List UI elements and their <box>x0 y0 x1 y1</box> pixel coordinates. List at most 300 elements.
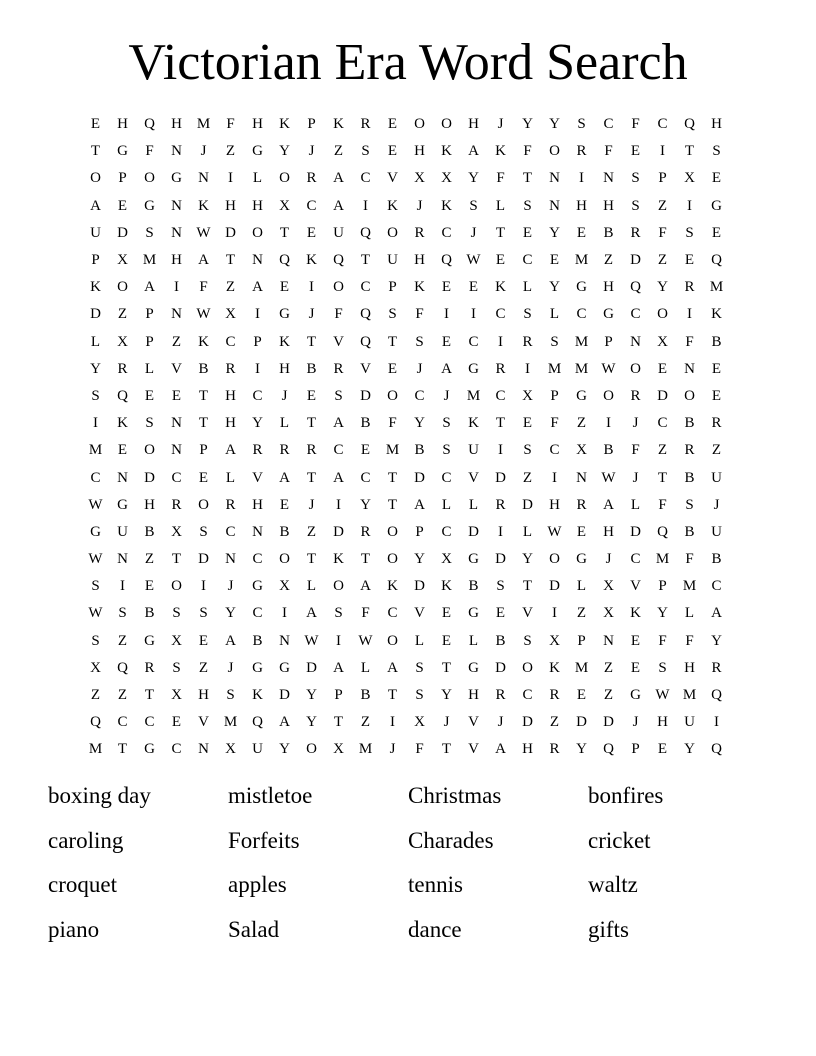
grid-letter: F <box>685 632 694 649</box>
grid-letter: I <box>336 632 341 649</box>
grid-letter: Z <box>657 197 668 214</box>
grid-letter: N <box>603 170 614 187</box>
grid-letter: C <box>225 333 236 350</box>
grid-letter: N <box>171 197 182 214</box>
grid-row <box>82 492 730 519</box>
grid-letter: Y <box>90 360 101 377</box>
word-list-item: croquet <box>48 872 117 897</box>
grid-letter: K <box>252 687 263 704</box>
grid-letter: O <box>171 578 182 595</box>
grid-letter: C <box>117 714 128 731</box>
grid-letter: C <box>495 387 506 404</box>
grid-letter: M <box>574 252 589 269</box>
grid-letter: O <box>387 523 398 540</box>
grid-letter: B <box>684 523 695 540</box>
grid-letter: R <box>171 496 182 513</box>
grid-letter: V <box>333 333 344 350</box>
grid-row <box>82 573 730 600</box>
grid-letter: C <box>576 306 587 323</box>
grid-letter: H <box>225 415 236 432</box>
word-list-item: tennis <box>408 872 463 897</box>
grid-letter: H <box>117 116 128 133</box>
grid-letter: G <box>144 197 155 214</box>
grid-letter: P <box>253 333 262 350</box>
grid-letter: S <box>523 306 532 323</box>
grid-letter: E <box>684 252 695 269</box>
grid-letter: H <box>198 687 209 704</box>
grid-letter: X <box>576 442 587 459</box>
grid-letter: E <box>522 224 533 241</box>
grid-letter: G <box>279 306 290 323</box>
grid-letter: D <box>90 306 101 323</box>
grid-letter: X <box>279 578 290 595</box>
grid-letter: K <box>414 279 425 296</box>
grid-letter: X <box>171 687 182 704</box>
word-list-item: cricket <box>588 827 651 853</box>
grid-letter: H <box>684 659 695 676</box>
grid-letter: I <box>525 360 530 377</box>
word-list-item: apples <box>228 872 287 897</box>
grid-letter: O <box>306 741 317 758</box>
grid-letter: B <box>495 632 506 649</box>
grid-letter: K <box>711 306 722 323</box>
grid-letter: C <box>171 741 182 758</box>
grid-letter: K <box>441 578 452 595</box>
grid-letter: S <box>199 523 208 540</box>
grid-letter: R <box>549 687 560 704</box>
grid-letter: A <box>279 469 290 486</box>
grid-letter: Z <box>603 659 614 676</box>
grid-letter: O <box>603 387 614 404</box>
grid-letter: O <box>387 387 398 404</box>
grid-letter: Q <box>252 714 263 731</box>
grid-letter: X <box>171 632 182 649</box>
grid-letter: E <box>630 659 641 676</box>
grid-letter: A <box>441 360 452 377</box>
grid-letter: S <box>415 333 424 350</box>
grid-letter: O <box>684 387 695 404</box>
grid-letter: I <box>255 306 260 323</box>
grid-letter: V <box>252 469 263 486</box>
grid-letter: Y <box>414 415 425 432</box>
grid-letter: Z <box>306 523 317 540</box>
grid-letter: R <box>495 496 506 513</box>
grid-letter: O <box>198 496 209 513</box>
grid-letter: L <box>684 605 695 622</box>
grid-letter: J <box>605 551 612 568</box>
grid-letter: I <box>309 279 314 296</box>
grid-letter: Y <box>225 605 236 622</box>
grid-letter: Q <box>630 279 641 296</box>
grid-letter: L <box>252 170 263 187</box>
grid-letter: H <box>468 116 479 133</box>
grid-letter: Y <box>549 116 560 133</box>
grid-letter: T <box>306 551 317 568</box>
grid-letter: R <box>495 360 506 377</box>
grid-letter: S <box>442 415 451 432</box>
grid-letter: S <box>685 224 694 241</box>
grid-letter: G <box>252 578 263 595</box>
grid-letter: E <box>711 170 722 187</box>
grid-letter: E <box>576 523 587 540</box>
grid-letter: Y <box>549 224 560 241</box>
grid-letter: C <box>90 469 101 486</box>
grid-letter: F <box>199 279 208 296</box>
grid-letter: W <box>196 306 211 323</box>
grid-letter: T <box>198 387 209 404</box>
grid-letter: F <box>415 741 424 758</box>
grid-letter: F <box>631 116 640 133</box>
grid-letter: R <box>414 224 425 241</box>
grid-letter: R <box>630 387 641 404</box>
grid-letter: F <box>145 143 154 160</box>
grid-letter: F <box>685 333 694 350</box>
grid-row <box>82 356 730 383</box>
grid-letter: J <box>632 714 639 731</box>
grid-letter: M <box>196 116 211 133</box>
grid-letter: H <box>414 143 425 160</box>
grid-letter: L <box>549 306 560 323</box>
grid-letter: Z <box>522 469 533 486</box>
grid-letter: I <box>282 605 287 622</box>
grid-letter: R <box>144 659 155 676</box>
grid-letter: P <box>415 523 424 540</box>
grid-letter: F <box>388 415 397 432</box>
grid-letter: F <box>604 143 613 160</box>
grid-letter: X <box>117 252 128 269</box>
grid-letter: M <box>466 387 481 404</box>
letter-grid <box>82 111 730 764</box>
grid-letter: E <box>171 387 182 404</box>
grid-letter: Y <box>711 632 722 649</box>
grid-letter: I <box>390 714 395 731</box>
grid-letter: C <box>657 116 668 133</box>
grid-letter: T <box>387 333 398 350</box>
grid-letter: Y <box>306 687 317 704</box>
grid-letter: O <box>549 551 560 568</box>
grid-letter: V <box>630 578 641 595</box>
grid-letter: D <box>630 523 641 540</box>
grid-letter: X <box>279 197 290 214</box>
grid-letter: P <box>334 687 343 704</box>
grid-letter: D <box>333 523 344 540</box>
grid-letter: T <box>306 333 317 350</box>
grid-letter: O <box>387 551 398 568</box>
grid-letter: Q <box>360 306 371 323</box>
grid-letter: T <box>657 469 668 486</box>
grid-letter: E <box>576 224 587 241</box>
grid-letter: W <box>196 224 211 241</box>
grid-letter: N <box>279 632 290 649</box>
grid-letter: E <box>549 252 560 269</box>
grid-letter: E <box>387 116 398 133</box>
grid-letter: Q <box>144 116 155 133</box>
grid-letter: C <box>171 469 182 486</box>
grid-letter: B <box>144 523 155 540</box>
grid-letter: Z <box>657 442 668 459</box>
grid-letter: I <box>660 143 665 160</box>
grid-letter: P <box>199 442 208 459</box>
grid-letter: W <box>358 632 373 649</box>
grid-letter: Z <box>117 306 128 323</box>
grid-letter: G <box>468 605 479 622</box>
grid-letter: H <box>252 197 263 214</box>
grid-letter: S <box>523 442 532 459</box>
grid-letter: G <box>576 551 587 568</box>
grid-letter: E <box>630 632 641 649</box>
grid-letter: Q <box>360 224 371 241</box>
grid-letter: K <box>495 143 506 160</box>
grid-letter: W <box>88 551 103 568</box>
grid-letter: C <box>252 605 263 622</box>
grid-letter: S <box>334 387 343 404</box>
grid-letter: P <box>577 632 586 649</box>
grid-letter: O <box>630 360 641 377</box>
grid-letter: I <box>228 170 233 187</box>
grid-letter: U <box>684 714 695 731</box>
grid-letter: K <box>279 116 290 133</box>
grid-letter: W <box>601 360 616 377</box>
grid-letter: E <box>144 387 155 404</box>
grid-letter: R <box>306 170 317 187</box>
grid-letter: Y <box>549 279 560 296</box>
grid-letter: E <box>279 496 290 513</box>
grid-letter: T <box>360 252 371 269</box>
grid-letter: F <box>631 442 640 459</box>
grid-letter: S <box>91 578 100 595</box>
grid-letter: N <box>198 741 209 758</box>
grid-letter: O <box>657 306 668 323</box>
grid-letter: S <box>631 197 640 214</box>
grid-row <box>82 736 730 763</box>
grid-letter: W <box>88 496 103 513</box>
grid-row <box>82 274 730 301</box>
grid-letter: N <box>171 415 182 432</box>
grid-letter: M <box>547 360 562 377</box>
grid-letter: J <box>713 496 720 513</box>
grid-letter: G <box>144 741 155 758</box>
grid-letter: V <box>171 360 182 377</box>
grid-letter: V <box>468 741 479 758</box>
grid-letter: L <box>144 360 155 377</box>
grid-letter: S <box>361 143 370 160</box>
grid-letter: B <box>279 523 290 540</box>
grid-letter: J <box>308 496 315 513</box>
grid-letter: U <box>333 224 344 241</box>
grid-letter: M <box>682 578 697 595</box>
grid-letter: B <box>252 632 263 649</box>
grid-letter: F <box>685 551 694 568</box>
grid-letter: T <box>522 170 533 187</box>
grid-letter: K <box>549 659 560 676</box>
grid-letter: Z <box>117 632 128 649</box>
grid-letter: P <box>658 170 667 187</box>
grid-letter: A <box>333 659 344 676</box>
grid-letter: C <box>522 252 533 269</box>
grid-letter: Z <box>171 333 182 350</box>
grid-letter: E <box>117 197 128 214</box>
grid-letter: N <box>117 551 128 568</box>
grid-letter: N <box>252 523 263 540</box>
grid-letter: P <box>145 306 154 323</box>
grid-letter: E <box>387 143 398 160</box>
grid-letter: S <box>469 197 478 214</box>
grid-letter: A <box>198 252 209 269</box>
grid-letter: K <box>387 578 398 595</box>
grid-letter: Y <box>306 714 317 731</box>
grid-row <box>82 220 730 247</box>
grid-letter: Z <box>198 659 209 676</box>
grid-letter: F <box>415 306 424 323</box>
grid-letter: Q <box>360 333 371 350</box>
grid-letter: I <box>255 360 260 377</box>
grid-letter: X <box>603 578 614 595</box>
grid-letter: Z <box>576 605 587 622</box>
grid-letter: U <box>252 741 263 758</box>
grid-letter: O <box>387 632 398 649</box>
grid-row <box>82 247 730 274</box>
grid-letter: X <box>414 170 425 187</box>
grid-letter: C <box>441 469 452 486</box>
grid-letter: B <box>684 469 695 486</box>
grid-letter: E <box>198 632 209 649</box>
grid-letter: W <box>655 687 670 704</box>
grid-letter: T <box>522 578 533 595</box>
grid-letter: D <box>495 551 506 568</box>
grid-letter: N <box>171 442 182 459</box>
grid-letter: F <box>226 116 235 133</box>
grid-letter: H <box>252 496 263 513</box>
grid-letter: I <box>174 279 179 296</box>
grid-letter: N <box>171 143 182 160</box>
grid-letter: R <box>279 442 290 459</box>
grid-letter: C <box>144 714 155 731</box>
grid-letter: L <box>576 578 587 595</box>
grid-letter: V <box>468 714 479 731</box>
grid-letter: C <box>711 578 722 595</box>
grid-letter: Z <box>603 252 614 269</box>
grid-letter: H <box>225 387 236 404</box>
grid-letter: F <box>658 632 667 649</box>
grid-row <box>82 410 730 437</box>
grid-letter: J <box>470 224 477 241</box>
grid-letter: V <box>198 714 209 731</box>
grid-letter: R <box>684 442 695 459</box>
grid-letter: J <box>308 143 315 160</box>
grid-row <box>82 655 730 682</box>
grid-letter: A <box>252 279 263 296</box>
grid-letter: H <box>549 496 560 513</box>
grid-letter: L <box>414 632 425 649</box>
grid-letter: X <box>414 714 425 731</box>
grid-letter: A <box>279 714 290 731</box>
grid-letter: X <box>225 306 236 323</box>
grid-letter: E <box>657 741 668 758</box>
grid-letter: J <box>200 143 207 160</box>
grid-letter: N <box>603 632 614 649</box>
grid-letter: E <box>711 224 722 241</box>
grid-letter: Q <box>711 687 722 704</box>
grid-letter: G <box>468 360 479 377</box>
grid-letter: D <box>522 714 533 731</box>
grid-letter: X <box>603 605 614 622</box>
grid-letter: F <box>496 170 505 187</box>
grid-row <box>82 546 730 573</box>
grid-letter: S <box>577 116 586 133</box>
grid-letter: C <box>468 333 479 350</box>
grid-letter: B <box>144 605 155 622</box>
grid-letter: B <box>603 224 614 241</box>
grid-letter: M <box>142 252 157 269</box>
grid-row <box>82 301 730 328</box>
grid-letter: R <box>522 333 533 350</box>
grid-letter: J <box>497 116 504 133</box>
grid-letter: I <box>552 469 557 486</box>
grid-letter: T <box>198 415 209 432</box>
grid-letter: L <box>306 578 317 595</box>
grid-letter: G <box>603 306 614 323</box>
grid-letter: S <box>658 659 667 676</box>
grid-letter: M <box>358 741 373 758</box>
word-list-item: bonfires <box>588 783 664 808</box>
grid-letter: A <box>90 197 101 214</box>
grid-letter: E <box>171 714 182 731</box>
grid-letter: S <box>334 605 343 622</box>
grid-letter: B <box>360 687 371 704</box>
grid-letter: O <box>522 659 533 676</box>
grid-letter: S <box>415 659 424 676</box>
grid-letter: Q <box>117 659 128 676</box>
grid-letter: I <box>201 578 206 595</box>
grid-letter: A <box>387 659 398 676</box>
grid-letter: D <box>360 387 371 404</box>
grid-letter: G <box>468 551 479 568</box>
grid-letter: Y <box>360 496 371 513</box>
grid-letter: A <box>495 741 506 758</box>
grid-letter: G <box>630 687 641 704</box>
grid-letter: D <box>306 659 317 676</box>
grid-letter: D <box>117 224 128 241</box>
grid-letter: O <box>144 442 155 459</box>
grid-row <box>82 165 730 192</box>
grid-letter: A <box>360 578 371 595</box>
grid-letter: N <box>198 170 209 187</box>
grid-letter: A <box>603 496 614 513</box>
grid-letter: G <box>576 279 587 296</box>
grid-letter: X <box>90 659 101 676</box>
grid-letter: C <box>549 442 560 459</box>
grid-letter: T <box>495 415 506 432</box>
grid-letter: A <box>468 143 479 160</box>
grid-letter: C <box>225 523 236 540</box>
grid-letter: C <box>252 551 263 568</box>
grid-letter: D <box>414 578 425 595</box>
grid-letter: I <box>444 306 449 323</box>
grid-letter: T <box>387 496 398 513</box>
grid-letter: V <box>522 605 533 622</box>
grid-letter: X <box>225 741 236 758</box>
grid-letter: S <box>91 387 100 404</box>
grid-letter: U <box>387 252 398 269</box>
grid-letter: E <box>468 279 479 296</box>
grid-letter: V <box>468 469 479 486</box>
grid-letter: S <box>415 687 424 704</box>
grid-letter: B <box>468 578 479 595</box>
grid-letter: O <box>414 116 425 133</box>
grid-letter: U <box>90 224 101 241</box>
grid-letter: I <box>687 197 692 214</box>
grid-letter: Q <box>657 523 668 540</box>
